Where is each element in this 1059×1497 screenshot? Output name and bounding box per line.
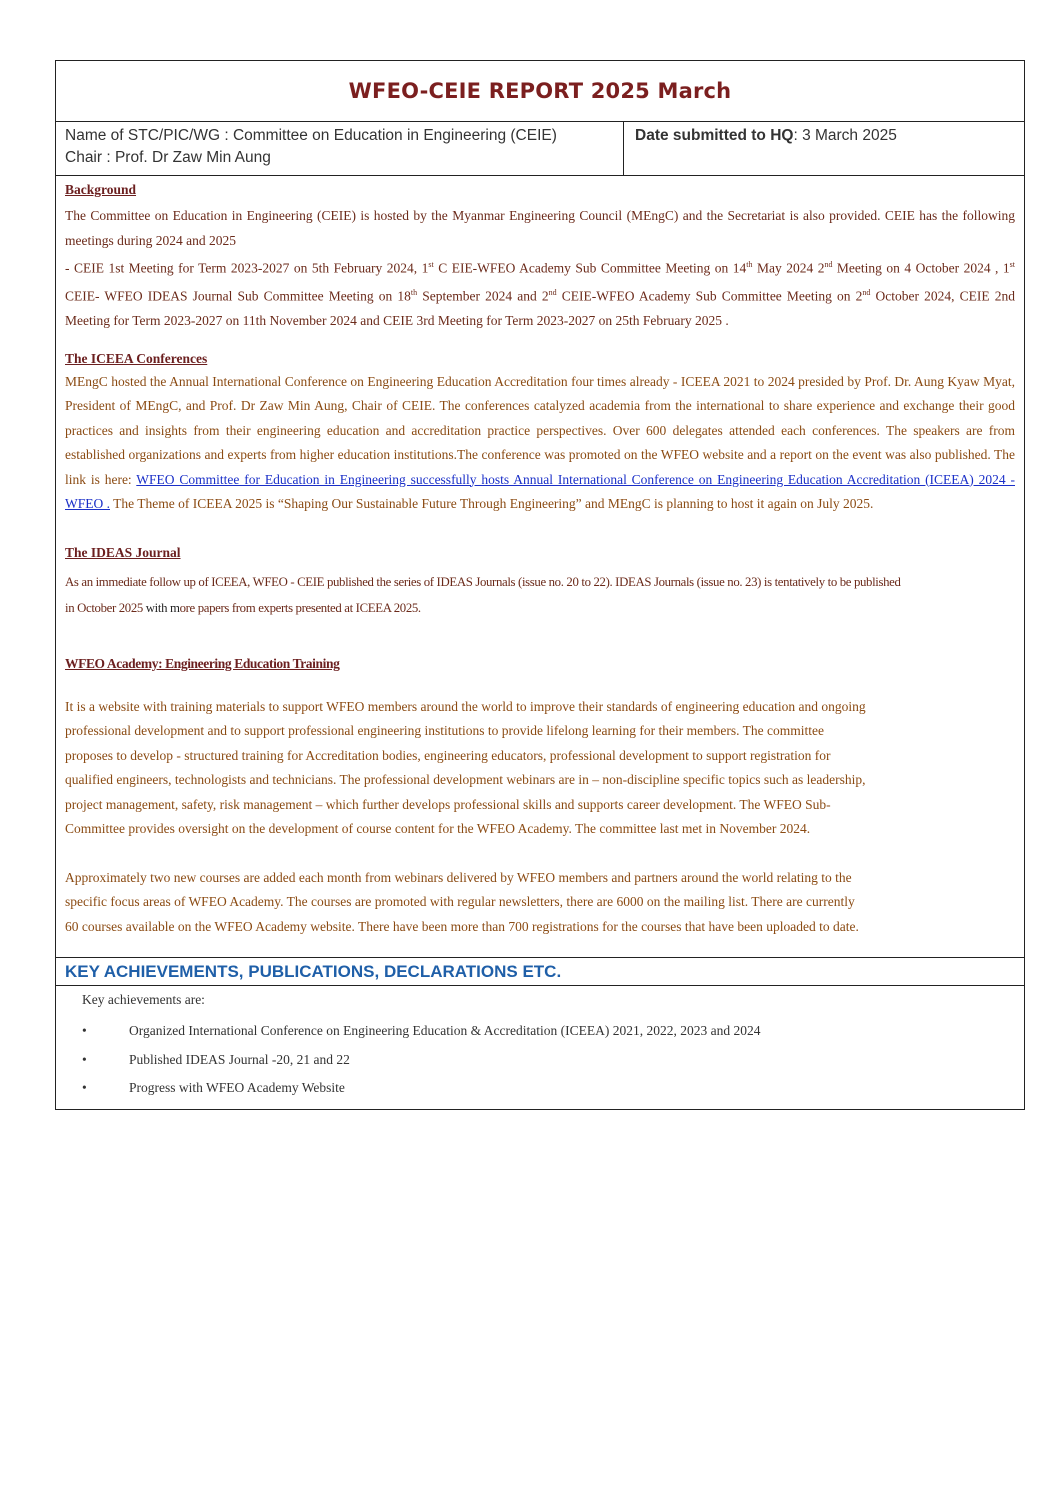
achievements-list <box>82 1017 1024 1103</box>
report-body <box>56 176 1024 958</box>
submission-date <box>624 122 1024 175</box>
background-paragraph: The Committee on Education in Engineering (CEIE) is hosted by the Myanmar Engineering Council (MEngC) and the Secretariat is also provided. CEIE has the following meetings during 2024 and 2025 <box>65 208 1015 248</box>
ideas-line-2: in October 2025 with more papers from experts presented at ICEEA 2025. <box>65 600 421 615</box>
report-title: WFEO-CEIE REPORT 2025 March <box>348 79 732 103</box>
ideas-line-1: As an immediate follow up of ICEEA, WFEO - CEIE published the series of IDEAS Journals (issue no. 20 to 22). IDEAS Journals (issue no. 23) is tentatively to be published <box>65 574 901 589</box>
meta-row <box>56 122 1024 176</box>
iceea-heading: The ICEEA Conferences <box>65 350 208 366</box>
iceea-paragraph: MEngC hosted the Annual International Conference on Engineering Education Accreditation four times already - ICEEA 2021 to 2024 presided by Prof. Dr. Aung Kyaw Myat, President of MEngC, and Prof. Dr Zaw Min Aung, Chair of CEIE. The conferences catalyzed academia from the international to share experience and exchange their good practices and insights from their engineering education and accreditation practice perspectives. Over 600 delegates attended each conferences. The speakers are from established organizations and experts from higher education institutions.The conference was promoted on the WFEO website and a report on the event was also published. The link is here: WFEO Committee for Education in Engineering successfully hosts Annual International Conference on Engineering Education Accreditation (ICEEA) 2024 - WFEO . The Theme of ICEEA 2025 is “Shaping Our Sustainable Future Through Engineering” and MEngC is planning to host it again on July 2025. <box>65 373 1015 511</box>
list-item: • Organized International Conference on Engineering Education & Accreditation (ICEEA) 2021, 2022, 2023 and 2024 <box>82 1023 761 1038</box>
background-heading: Background <box>65 182 137 197</box>
date-value: : 3 March 2025 <box>793 127 897 144</box>
report-frame <box>55 60 1025 1110</box>
committee-name: Name of STC/PIC/WG : Committee on Education in Engineering (CEIE) <box>65 127 557 144</box>
key-achievements-intro: Key achievements are: <box>82 992 205 1007</box>
iceea-report-link[interactable]: WFEO Committee for Education in Engineering successfully hosts Annual International Conference on Engineering Education Accreditation (ICEEA) 2024 - WFEO . <box>65 471 1015 511</box>
date-label: Date submitted to HQ <box>635 127 794 144</box>
academy-heading: WFEO Academy: Engineering Education Training <box>65 655 340 671</box>
committee-info <box>56 122 624 175</box>
key-achievements-heading: KEY ACHIEVEMENTS, PUBLICATIONS, DECLARATIONS ETC. <box>56 958 1024 986</box>
title-row <box>56 61 1024 122</box>
meetings-paragraph: - CEIE 1st Meeting for Term 2023-2027 on 5th February 2024, 1st C EIE-WFEO Academy Sub Committee Meeting on 14th May 2024 2nd Meeting on 4 October 2024 , 1st CEIE- WFEO IDEAS Journal Sub Committee Meeting on 18th September 2024 and 2nd CEIE-WFEO Academy Sub Committee Meeting on 2nd October 2024, CEIE 2nd Meeting for Term 2023-2027 on 11th November 2024 and CEIE 3rd Meeting for Term 2023-2027 on 25th February 2025 . <box>65 260 1015 328</box>
academy-paragraph-2: Approximately two new courses are added each month from webinars delivered by WFEO members and partners around the world relating to the specific focus areas of WFEO Academy. The courses are promoted with regular newsletters, there are 6000 on the mailing list. There are currently 60 courses available on the WFEO Academy website. There have been more than 700 registrations for the courses that have been uploaded to date. <box>65 869 859 934</box>
list-item: • Published IDEAS Journal -20, 21 and 22 <box>82 1051 350 1067</box>
key-achievements-body <box>56 986 1024 1109</box>
committee-chair: Chair : Prof. Dr Zaw Min Aung <box>65 149 271 166</box>
list-item: • Progress with WFEO Academy Website <box>82 1080 345 1095</box>
ideas-heading: The IDEAS Journal <box>65 544 181 560</box>
academy-paragraph-1: It is a website with training materials to support WFEO members around the world to improve their standards of engineering education and ongoing professional development and to support professional engineering institutions to provide lifelong learning for their members. The committee proposes to develop - structured training for Accreditation bodies, engineering educators, professional development to support registration for qualified engineers, technologists and technicians. The professional development webinars are in – non-discipline specific topics such as leadership, project management, safety, risk management – which further develops professional skills and supports career development. The WFEO Sub- Committee provides oversight on the development of course content for the WFEO Academy. The committee last met in November 2024. <box>65 698 866 836</box>
